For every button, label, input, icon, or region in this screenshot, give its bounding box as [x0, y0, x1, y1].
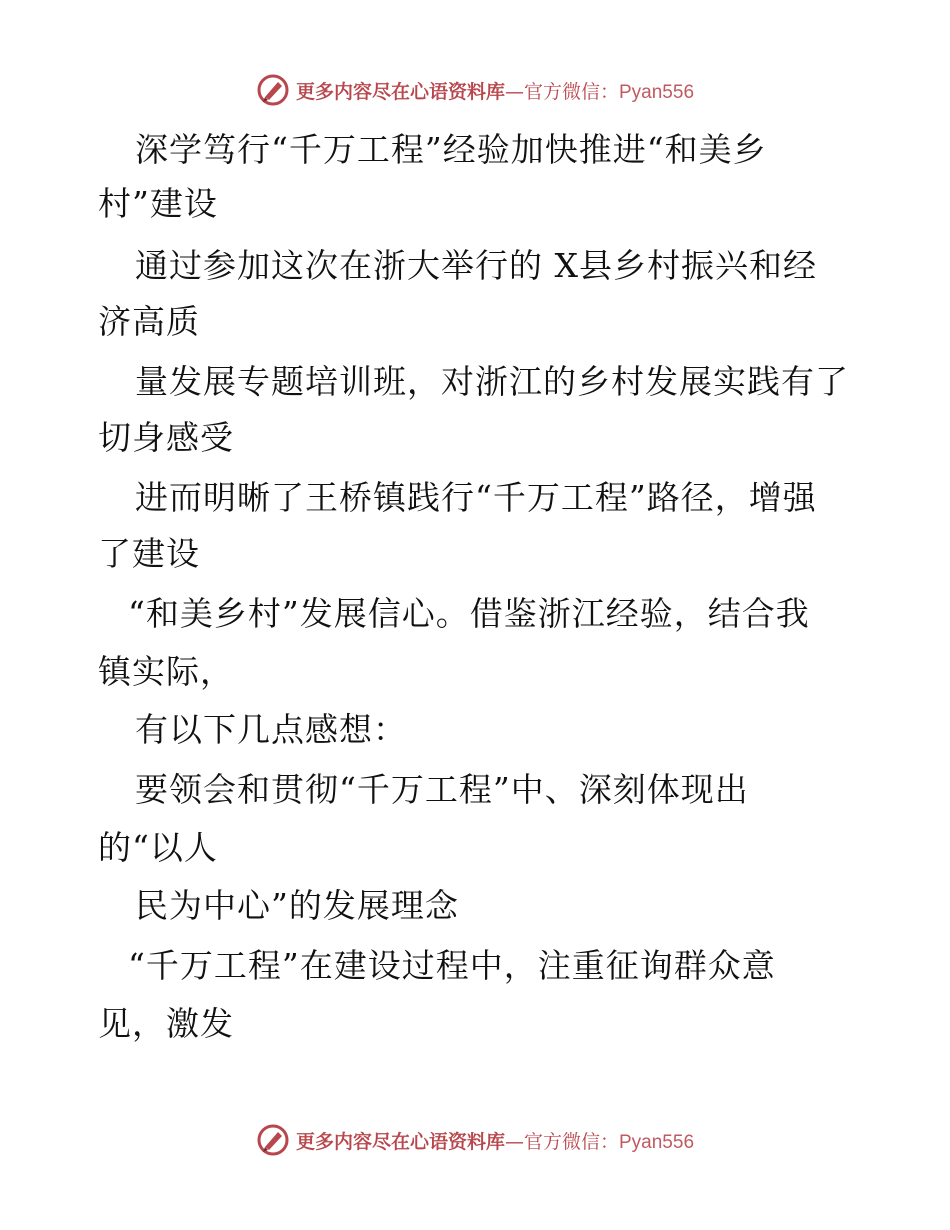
- text-line-12: 要领会和贯彻“千万工程”中、深刻体现出: [135, 770, 749, 809]
- watermark-brand: 更多内容尽在心语资料库: [295, 80, 505, 103]
- text-line-14: 民为中心”的发展理念: [135, 886, 459, 925]
- footer-watermark: [0, 1120, 950, 1160]
- watermark-brand: 更多内容尽在心语资料库: [295, 1130, 505, 1153]
- text-line-10: 镇实际，: [98, 652, 234, 691]
- text-line-3: 通过参加这次在浙大举行的 X县乡村振兴和经: [135, 246, 817, 285]
- watermark-dash: —: [504, 80, 524, 103]
- text-line-15: “千万工程”在建设过程中，注重征询群众意: [128, 946, 776, 985]
- watermark-text: [296, 1127, 694, 1154]
- brand-logo-icon: [256, 73, 290, 107]
- watermark-text: [296, 77, 694, 104]
- text-line-11: 有以下几点感想：: [135, 710, 407, 749]
- watermark-wechat-id: Pyan556: [619, 1131, 695, 1153]
- text-line-4: 济高质: [98, 302, 200, 341]
- text-line-8: 了建设: [98, 534, 200, 573]
- brand-logo-icon: [256, 1123, 290, 1157]
- text-line-2: 村”建设: [98, 184, 218, 223]
- text-line-5: 量发展专题培训班，对浙江的乡村发展实践有了: [135, 362, 849, 401]
- text-line-13: 的“以人: [98, 828, 218, 867]
- text-line-1: 深学笃行“千万工程”经验加快推进“和美乡: [135, 130, 767, 169]
- text-line-9: “和美乡村”发展信心。借鉴浙江经验，结合我: [128, 594, 810, 633]
- watermark-wechat-id: Pyan556: [619, 81, 695, 103]
- watermark-dash: —: [504, 1130, 524, 1153]
- text-line-16: 见，激发: [98, 1004, 234, 1043]
- watermark-label: 官方微信：: [523, 80, 619, 103]
- watermark-label: 官方微信：: [523, 1130, 619, 1153]
- text-line-6: 切身感受: [98, 418, 234, 457]
- text-line-7: 进而明晰了王桥镇践行“千万工程”路径，增强: [135, 478, 817, 517]
- header-watermark: [0, 70, 950, 110]
